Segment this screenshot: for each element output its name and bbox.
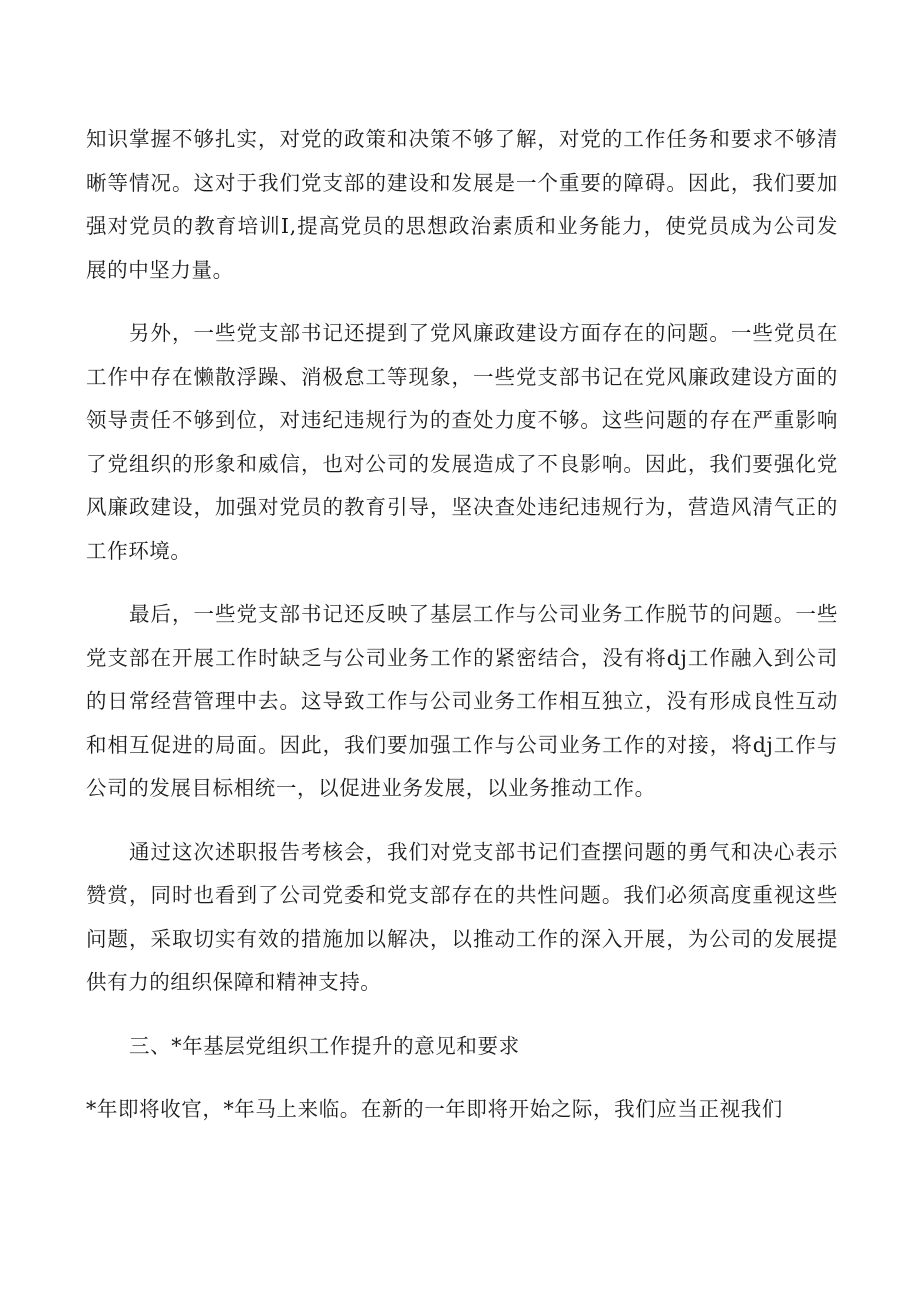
paragraph-1: 知识掌握不够扎实，对党的政策和决策不够了解，对党的工作任务和要求不够清晰等情况。这对于我们党支部的建设和发展是一个重要的障碍。因此，我们要加强对党员的教育培训I,提高党员的思想政治素质和业务能力，使党员成为公司发展的中坚力量。 <box>86 127 838 282</box>
paragraph-final: *年即将收官，*年马上来临。在新的一年即将开始之际，我们应当正视我们 <box>86 1097 783 1121</box>
paragraph-2: 另外，一些党支部书记还提到了党风廉政建设方面存在的问题。一些党员在工作中存在懒散浮躁、消极怠工等现象，一些党支部书记在党风廉政建设方面的领导责任不够到位，对违纪违规行为的查处力度不够。这些问题的存在严重影响了党组织的形象和威信，也对公司的发展造成了不良影响。因此，我们要强化党风廉政建设，加强对党员的教育引导，坚决查处违纪违规行为，营造风清气正的工作环境。 <box>86 321 838 563</box>
section-heading: 三、*年基层党组织工作提升的意见和要求 <box>129 1033 520 1058</box>
document-page <box>86 118 838 1152</box>
paragraph-3: 最后，一些党支部书记还反映了基层工作与公司业务工作脱节的问题。一些党支部在开展工作时缺乏与公司业务工作的紧密结合，没有将dj工作融入到公司的日常经营管理中去。这导致工作与公司业务工作相互独立，没有形成良性互动和相互促进的局面。因此，我们要加强工作与公司业务工作的对接，将dj工作与公司的发展目标相统一，以促进业务发展，以业务推动工作。 <box>86 602 838 800</box>
paragraph-4: 通过这次述职报告考核会，我们对党支部书记们查摆问题的勇气和决心表示赞赏，同时也看到了公司党委和党支部存在的共性问题。我们必须高度重视这些问题，采取切实有效的措施加以解决，以推动工作的深入开展，为公司的发展提供有力的组织保障和精神支持。 <box>86 839 838 994</box>
